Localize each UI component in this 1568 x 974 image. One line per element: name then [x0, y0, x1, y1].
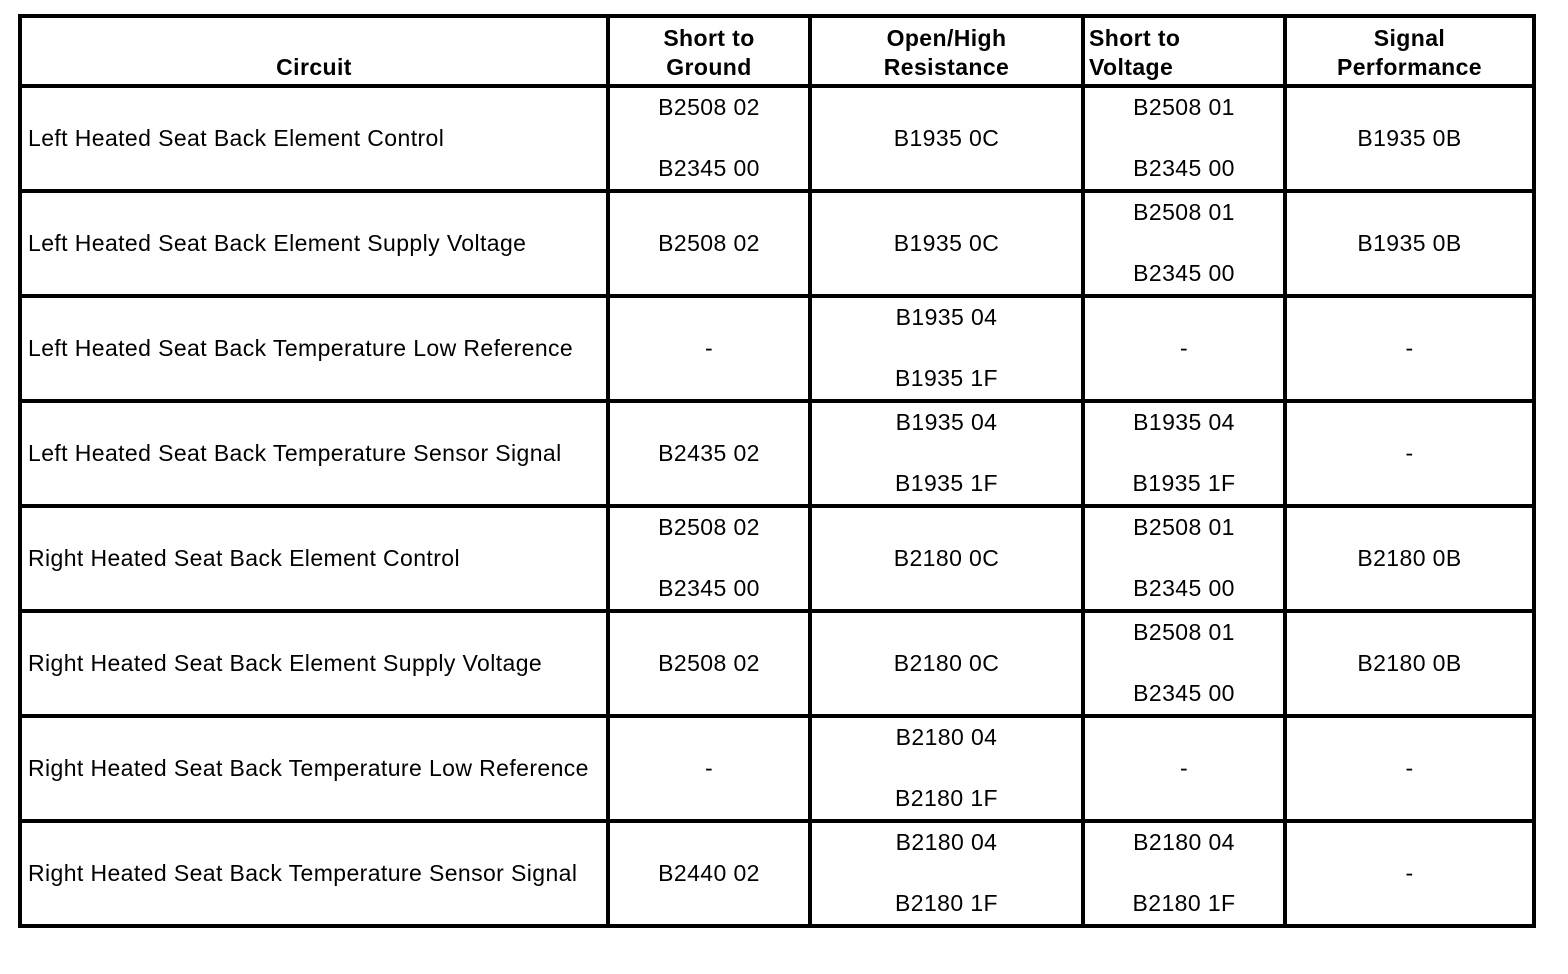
circuit-name: Right Heated Seat Back Element Control: [28, 545, 460, 571]
header-open-high-resistance-line1: Open/High: [886, 25, 1007, 51]
short-to-ground-cell: [608, 296, 810, 401]
dtc-code-stack: [812, 720, 1081, 817]
open-high-resistance-cell: [810, 821, 1083, 926]
signal-performance-cell: [1285, 611, 1534, 716]
dtc-code: B2508 01: [1133, 619, 1235, 645]
short-to-voltage-cell: [1083, 716, 1285, 821]
table-row: [20, 611, 1534, 716]
dtc-code: B2508 01: [1133, 94, 1235, 120]
signal-performance-cell: [1285, 716, 1534, 821]
dtc-code-stack: [812, 300, 1081, 397]
dtc-code: B2345 00: [1133, 260, 1235, 286]
dtc-code: B2435 02: [658, 440, 760, 466]
circuit-name: Right Heated Seat Back Element Supply Voltage: [28, 650, 543, 676]
short-to-ground-cell: [608, 506, 810, 611]
short-to-voltage-cell: [1083, 191, 1285, 296]
dtc-code-stack: [1085, 825, 1283, 922]
dtc-code: -: [704, 335, 714, 361]
dtc-code: B1935 1F: [895, 365, 998, 391]
open-high-resistance-cell: [810, 506, 1083, 611]
open-high-resistance-cell: [810, 716, 1083, 821]
header-open-high-resistance: [810, 16, 1083, 86]
short-to-ground-cell: [608, 611, 810, 716]
table-row: [20, 191, 1534, 296]
header-short-to-ground-line1: Short to: [663, 25, 755, 51]
open-high-resistance-cell: [810, 296, 1083, 401]
dtc-code: -: [1405, 860, 1414, 886]
circuit-name: Right Heated Seat Back Temperature Low Reference: [28, 755, 589, 781]
dtc-code: B1935 1F: [895, 470, 998, 496]
short-to-voltage-cell: [1083, 401, 1285, 506]
dtc-code: B2180 04: [1133, 829, 1235, 855]
header-short-to-voltage-line1: Short to: [1089, 25, 1181, 51]
table-row: [20, 716, 1534, 821]
open-high-resistance-cell: [810, 401, 1083, 506]
header-signal-performance: [1285, 16, 1534, 86]
circuit-cell: [20, 296, 608, 401]
dtc-code: -: [1179, 335, 1189, 361]
open-high-resistance-cell: [810, 611, 1083, 716]
header-short-to-voltage-line2: Voltage: [1089, 54, 1174, 80]
dtc-code: -: [1179, 755, 1189, 781]
dtc-code-stack: [812, 825, 1081, 922]
circuit-cell: [20, 611, 608, 716]
dtc-code: B2345 00: [1133, 680, 1235, 706]
short-to-ground-cell: [608, 716, 810, 821]
dtc-code: B2180 0C: [893, 650, 1000, 676]
signal-performance-cell: [1285, 506, 1534, 611]
header-row: [20, 16, 1534, 86]
dtc-code: -: [704, 755, 714, 781]
circuit-cell: [20, 821, 608, 926]
dtc-code: B2180 0B: [1357, 545, 1462, 571]
circuit-name: Left Heated Seat Back Temperature Sensor Signal: [28, 440, 562, 466]
signal-performance-cell: [1285, 821, 1534, 926]
dtc-code: B1935 0C: [893, 125, 1000, 151]
header-circuit: [20, 16, 608, 86]
dtc-code-stack: [1085, 615, 1283, 712]
table-row: [20, 86, 1534, 191]
signal-performance-cell: [1285, 86, 1534, 191]
dtc-code-stack: [1085, 195, 1283, 292]
short-to-ground-cell: [608, 86, 810, 191]
header-signal-performance-line1: Signal: [1373, 25, 1446, 51]
dtc-code: B1935 0B: [1357, 125, 1462, 151]
circuit-name: Left Heated Seat Back Element Control: [28, 125, 445, 151]
circuit-name: Left Heated Seat Back Element Supply Voltage: [28, 230, 527, 256]
dtc-code: B2508 01: [1133, 199, 1235, 225]
table-row: [20, 821, 1534, 926]
header-short-to-ground-line2: Ground: [666, 54, 752, 80]
table-row: [20, 506, 1534, 611]
dtc-code-stack: [610, 510, 808, 607]
signal-performance-cell: [1285, 296, 1534, 401]
dtc-code: B1935 04: [1133, 409, 1235, 435]
short-to-voltage-cell: [1083, 86, 1285, 191]
header-open-high-resistance-line2: Resistance: [883, 54, 1010, 80]
dtc-code: B2508 01: [1133, 514, 1235, 540]
dtc-code-stack: [610, 90, 808, 187]
dtc-code: B2345 00: [658, 155, 760, 181]
short-to-ground-cell: [608, 821, 810, 926]
dtc-code: B1935 0B: [1357, 230, 1462, 256]
circuit-name: Right Heated Seat Back Temperature Sensor Signal: [28, 860, 578, 886]
short-to-voltage-cell: [1083, 611, 1285, 716]
dtc-code: B2180 04: [895, 724, 998, 750]
dtc-code: B2508 02: [658, 230, 760, 256]
dtc-code: -: [1405, 440, 1414, 466]
dtc-code: B2180 1F: [895, 785, 998, 811]
dtc-table: [18, 14, 1536, 928]
circuit-cell: [20, 716, 608, 821]
dtc-code: B2440 02: [658, 860, 760, 886]
signal-performance-cell: [1285, 191, 1534, 296]
dtc-code: B2180 0B: [1357, 650, 1462, 676]
short-to-ground-cell: [608, 191, 810, 296]
short-to-ground-cell: [608, 401, 810, 506]
dtc-code-stack: [1085, 405, 1283, 502]
dtc-code-stack: [1085, 90, 1283, 187]
dtc-code: B2345 00: [1133, 155, 1235, 181]
short-to-voltage-cell: [1083, 296, 1285, 401]
header-short-to-ground: [608, 16, 810, 86]
dtc-code: B2345 00: [658, 575, 760, 601]
open-high-resistance-cell: [810, 86, 1083, 191]
header-short-to-voltage: [1083, 16, 1285, 86]
dtc-code: B2180 1F: [895, 890, 998, 916]
circuit-cell: [20, 401, 608, 506]
short-to-voltage-cell: [1083, 821, 1285, 926]
dtc-code-stack: [1085, 510, 1283, 607]
circuit-cell: [20, 506, 608, 611]
header-signal-performance-line2: Performance: [1336, 54, 1483, 80]
dtc-code: B2508 02: [658, 650, 760, 676]
header-circuit-label: Circuit: [276, 54, 352, 80]
circuit-cell: [20, 191, 608, 296]
circuit-cell: [20, 86, 608, 191]
dtc-code: B2180 0C: [893, 545, 1000, 571]
dtc-code: B1935 0C: [893, 230, 1000, 256]
signal-performance-cell: [1285, 401, 1534, 506]
table-header: [20, 16, 1534, 86]
dtc-code: B1935 04: [895, 409, 998, 435]
dtc-code-stack: [812, 405, 1081, 502]
circuit-name: Left Heated Seat Back Temperature Low Reference: [28, 335, 574, 361]
dtc-code: B2345 00: [1133, 575, 1235, 601]
short-to-voltage-cell: [1083, 506, 1285, 611]
dtc-code: B1935 04: [895, 304, 998, 330]
dtc-code: B2180 1F: [1132, 890, 1236, 916]
table-body: [20, 86, 1534, 926]
dtc-code: B2180 04: [895, 829, 998, 855]
table-row: [20, 296, 1534, 401]
dtc-code: B2508 02: [658, 94, 760, 120]
dtc-code: B2508 02: [658, 514, 760, 540]
open-high-resistance-cell: [810, 191, 1083, 296]
table-row: [20, 401, 1534, 506]
dtc-code: B1935 1F: [1132, 470, 1236, 496]
dtc-code: -: [1405, 755, 1414, 781]
dtc-code: -: [1405, 335, 1414, 361]
